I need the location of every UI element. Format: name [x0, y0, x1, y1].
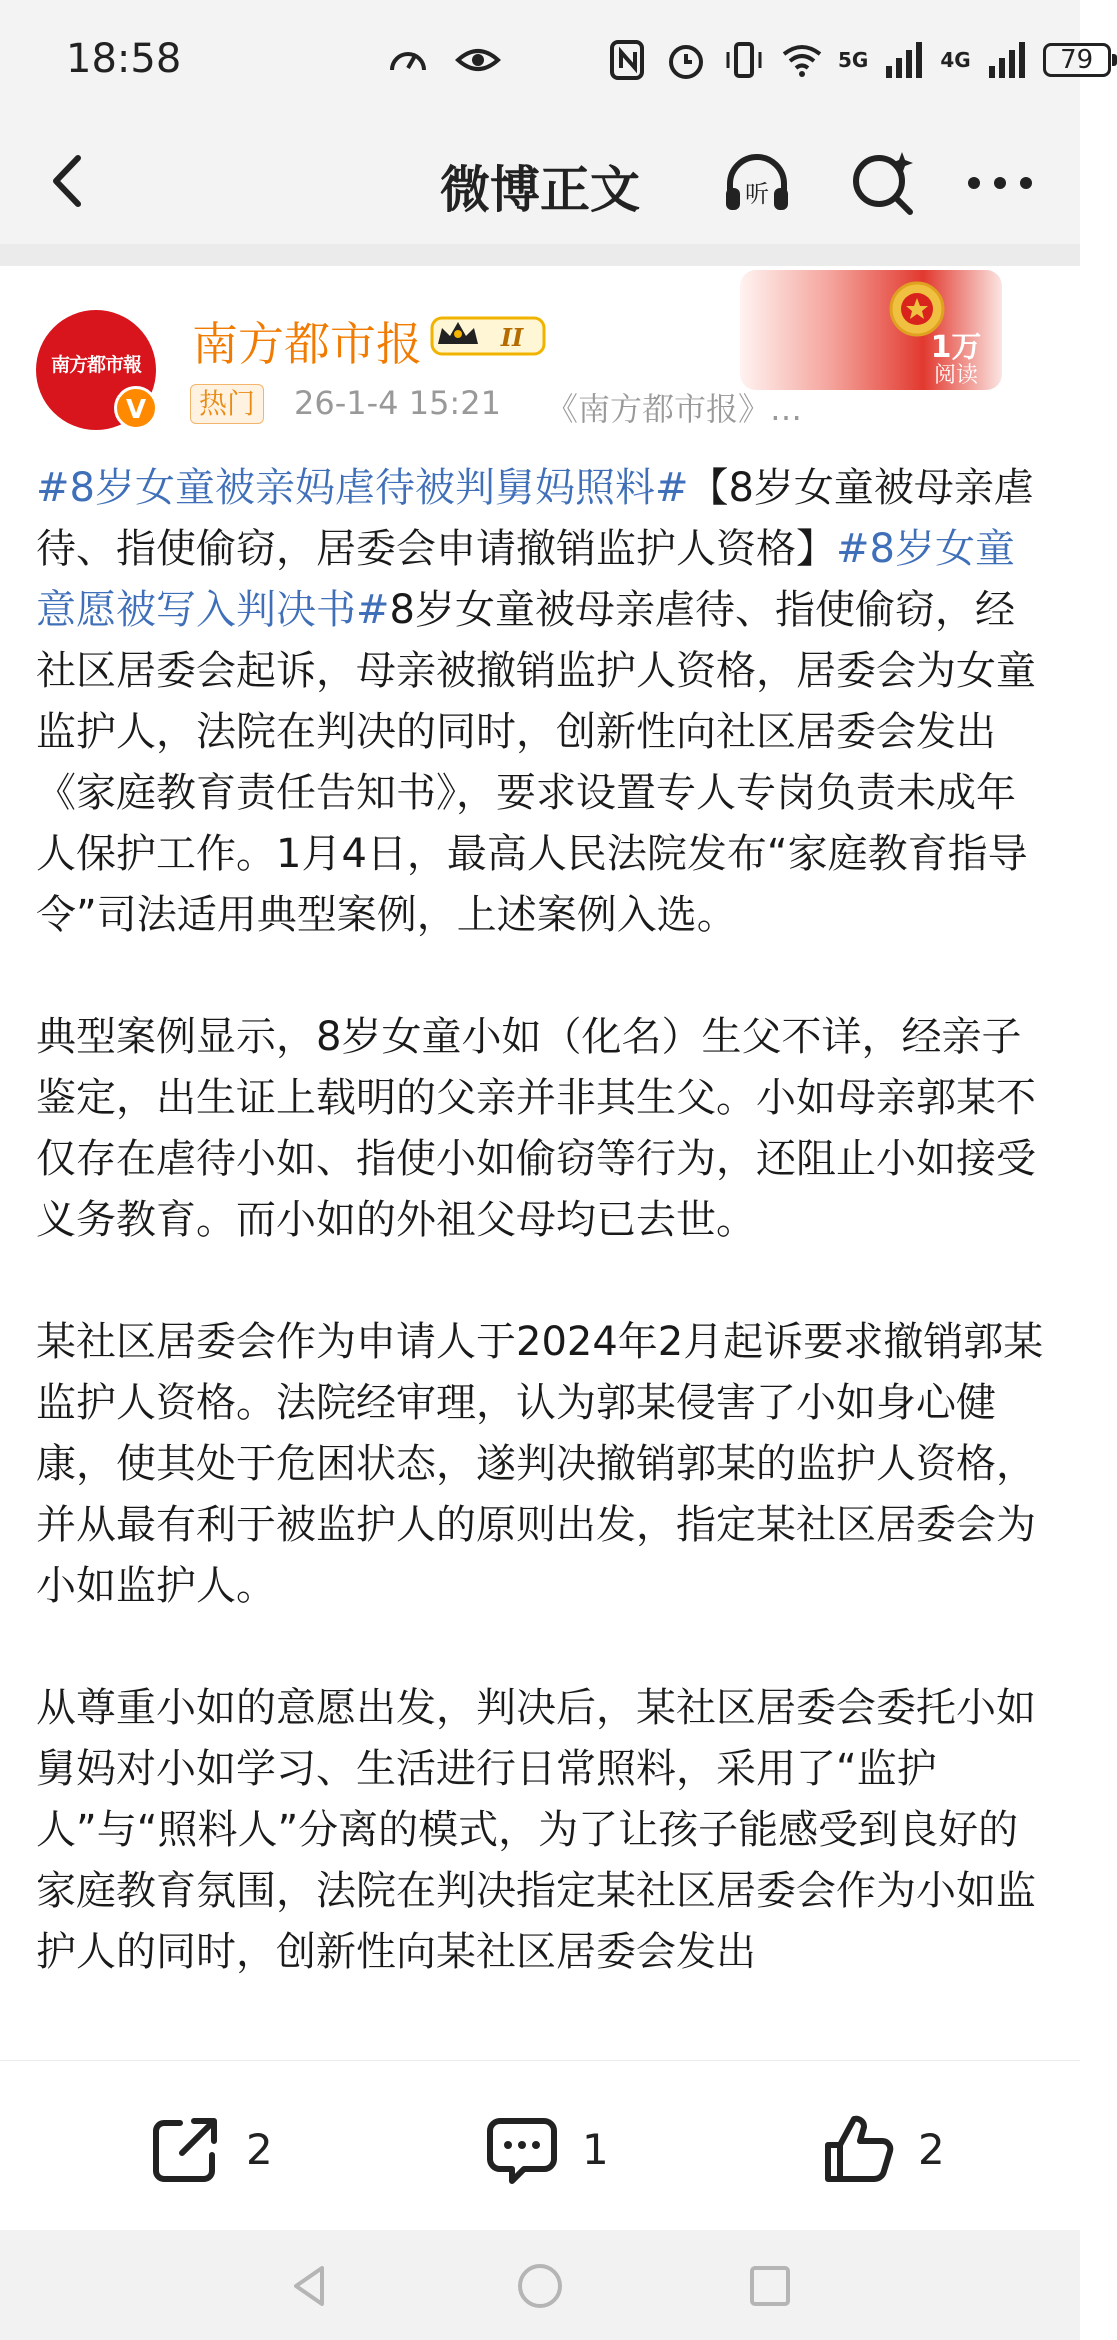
network-5g-label: 5G — [838, 48, 869, 72]
nfc-icon — [606, 38, 650, 82]
like-count: 2 — [918, 2124, 945, 2174]
read-count: 1万 — [930, 330, 982, 365]
paragraph-text: 8岁女童被母亲虐待、指使偷窃，经社区居委会起诉，母亲被撤销监护人资格，居委会为女童监护人，法院在判决的同时，创新性向社区居委会发出《家庭教育责任告知书》，要求设置专人专岗负责未成年人保护工作。1月4日，最高人民法院发布“家庭教育指导令”司法适用典型案例，上述案例入选。 — [36, 587, 1036, 938]
comment-icon — [484, 2111, 560, 2187]
nav-back-icon[interactable] — [282, 2258, 338, 2314]
alarm-icon — [664, 38, 708, 82]
status-bar — [0, 0, 1094, 120]
comment-count: 1 — [582, 2124, 609, 2174]
search-icon[interactable] — [846, 146, 920, 220]
post-content — [36, 458, 1048, 1983]
paragraph-3: 某社区居委会作为申请人于2024年2月起诉要求撤销郭某监护人资格。法院经审理，认为郭某侵害了小如身心健康，使其处于危困状态，遂判决撤销郭某的监护人资格，并从最有利于被监护人的原则出发，指定某社区居委会为小如监护人。 — [36, 1319, 1044, 1609]
paragraph-text: 【8岁女童被母亲虐待、指使偷窃，居委会申请撤销监护人资格】 — [36, 465, 1034, 572]
topic-link[interactable]: #8岁女童被亲妈虐待被判舅妈照料# — [36, 465, 689, 511]
nav-header — [0, 120, 1080, 244]
verified-badge: V — [114, 386, 158, 430]
speedometer-icon — [386, 38, 430, 82]
status-center-icons — [386, 38, 500, 82]
listen-icon[interactable] — [720, 146, 794, 220]
battery-indicator: 79 — [1043, 43, 1111, 77]
signal-4g-icon — [985, 38, 1029, 82]
post-source[interactable]: 《南方都市报》… — [546, 390, 803, 428]
vip-level-text: II — [500, 323, 524, 352]
paragraph-4: 从尊重小如的意愿出发，判决后，某社区居委会委托小如舅妈对小如学习、生活进行日常照料，采用了“监护人”与“照料人”分离的模式，为了让孩子能感受到良好的家庭教育氛围，法院在判决指定某社区居委会作为小如监护人的同时，创新性向某社区居委会发出 — [36, 1685, 1036, 1975]
post-time: 26-1-4 15:21 — [294, 384, 501, 422]
status-time: 18:58 — [66, 36, 182, 82]
nav-recents-icon[interactable] — [742, 2258, 798, 2314]
read-count-banner[interactable] — [740, 270, 1002, 390]
avatar-logo-text: 南方都市報 — [50, 354, 141, 376]
more-icon[interactable] — [960, 146, 1040, 220]
comment-button[interactable] — [484, 2111, 609, 2187]
status-right-icons — [606, 38, 1111, 82]
header-divider — [0, 244, 1080, 266]
action-bar — [0, 2060, 1080, 2231]
topic-link[interactable]: #8岁女童意愿被写入判决书# — [36, 526, 1015, 633]
network-4g-label: 4G — [940, 48, 971, 72]
page-title: 微博正文 — [440, 161, 640, 219]
repost-count: 2 — [246, 2124, 273, 2174]
signal-5g-icon — [882, 38, 926, 82]
vip-level-badge-icon[interactable] — [430, 314, 546, 358]
svg-text:听: 听 — [745, 180, 769, 208]
wifi-icon — [780, 38, 824, 82]
vibrate-icon — [722, 38, 766, 82]
repost-button[interactable] — [148, 2111, 273, 2187]
paragraph-2: 典型案例显示，8岁女童小如（化名）生父不详，经亲子鉴定，出生证上载明的父亲并非其生父。小如母亲郭某不仅存在虐待小如、指使小如偷窃等行为，还阻止小如接受义务教育。而小如的外祖父母均已去世。 — [36, 1014, 1036, 1243]
repost-icon — [148, 2111, 224, 2187]
author-name[interactable]: 南方都市报 — [192, 317, 422, 371]
like-button[interactable] — [820, 2111, 945, 2187]
hot-tag: 热门 — [190, 384, 264, 424]
read-label: 阅读 — [933, 363, 978, 388]
like-icon — [820, 2111, 896, 2187]
system-nav-bar — [0, 2230, 1080, 2340]
eye-icon — [456, 38, 500, 82]
nav-home-icon[interactable] — [512, 2258, 568, 2314]
paragraph-1 — [36, 458, 1048, 946]
